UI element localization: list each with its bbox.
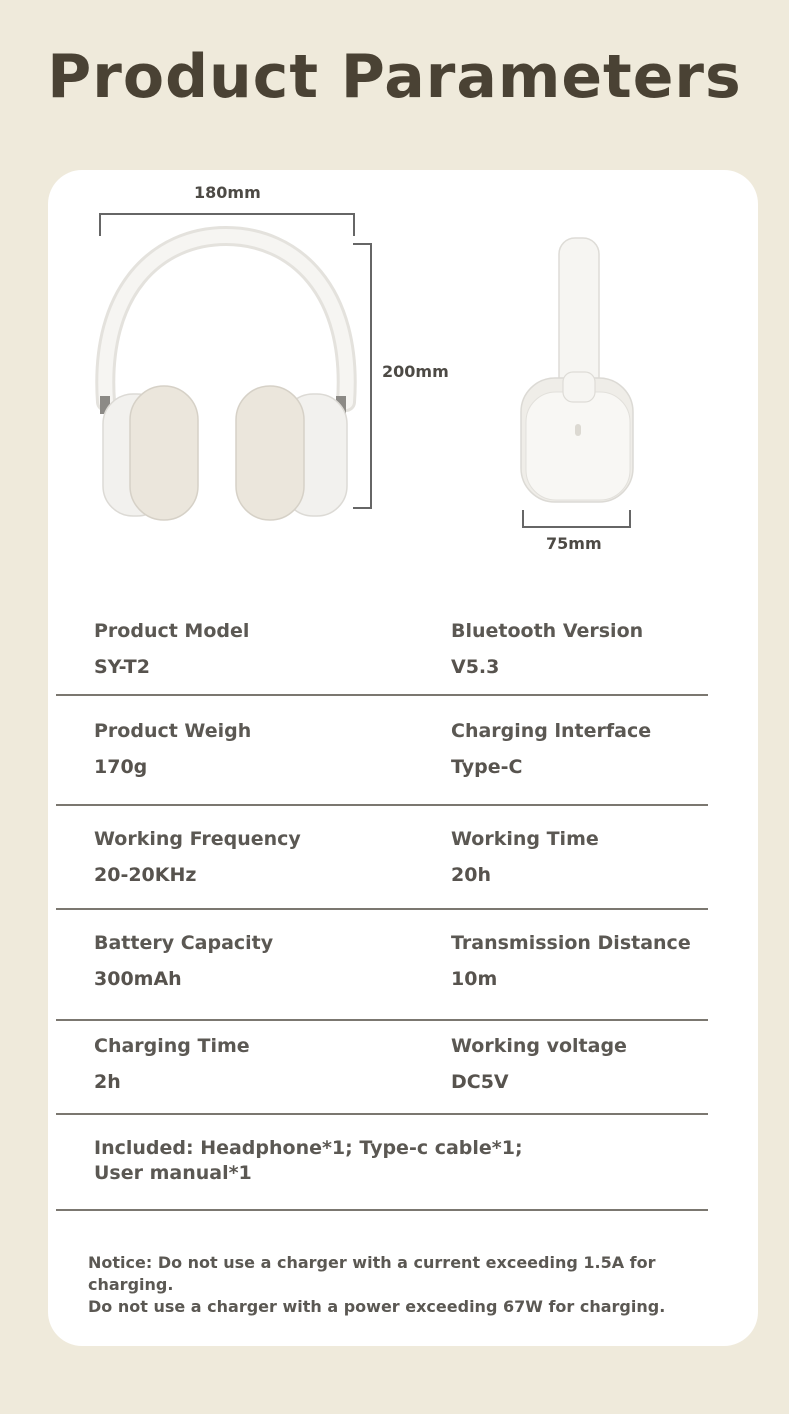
included-line: Included: Headphone*1; Type-c cable*1; xyxy=(94,1137,523,1159)
spec-label: Working Time xyxy=(451,828,599,850)
spec-label: Working voltage xyxy=(451,1035,627,1057)
notice-text xyxy=(88,1252,738,1318)
spec-value: 170g xyxy=(94,756,148,778)
included-divider xyxy=(56,1115,708,1211)
spec-label: Charging Time xyxy=(94,1035,250,1057)
spec-value: DC5V xyxy=(451,1071,509,1093)
spec-row xyxy=(56,910,708,1021)
depth-bracket xyxy=(523,510,630,527)
spec-label: Battery Capacity xyxy=(94,932,274,954)
spec-value: V5.3 xyxy=(451,656,500,678)
spec-label: Bluetooth Version xyxy=(451,620,644,642)
spec-value: 300mAh xyxy=(94,968,182,990)
height-dimension: 200mm xyxy=(382,362,449,381)
spec-label: Transmission Distance xyxy=(451,932,691,954)
spec-label: Working Frequency xyxy=(94,828,301,850)
spec-row xyxy=(56,1021,708,1115)
parameters-card xyxy=(48,170,758,1346)
notice-line: Notice: Do not use a charger with a current exceeding 1.5A for charging. xyxy=(88,1253,656,1294)
spec-row xyxy=(56,696,708,806)
spec-row xyxy=(56,806,708,910)
spec-label: Product Model xyxy=(94,620,250,642)
width-dimension: 180mm xyxy=(194,183,261,202)
spec-value: 20-20KHz xyxy=(94,864,197,886)
included-line: User manual*1 xyxy=(94,1162,252,1184)
spec-value: 2h xyxy=(94,1071,121,1093)
spec-value: SY-T2 xyxy=(94,656,150,678)
spec-label: Charging lnterface xyxy=(451,720,652,742)
page-title: Product Parameters xyxy=(47,42,742,112)
spec-value: Type-C xyxy=(451,756,523,778)
spec-value: 10m xyxy=(451,968,498,990)
headphone-figure xyxy=(48,170,758,590)
notice-line: Do not use a charger with a power exceeding 67W for charging. xyxy=(88,1297,666,1316)
spec-value: 20h xyxy=(451,864,491,886)
spec-row xyxy=(56,610,708,696)
depth-dimension: 75mm xyxy=(546,534,602,553)
spec-label: Product Weigh xyxy=(94,720,252,742)
